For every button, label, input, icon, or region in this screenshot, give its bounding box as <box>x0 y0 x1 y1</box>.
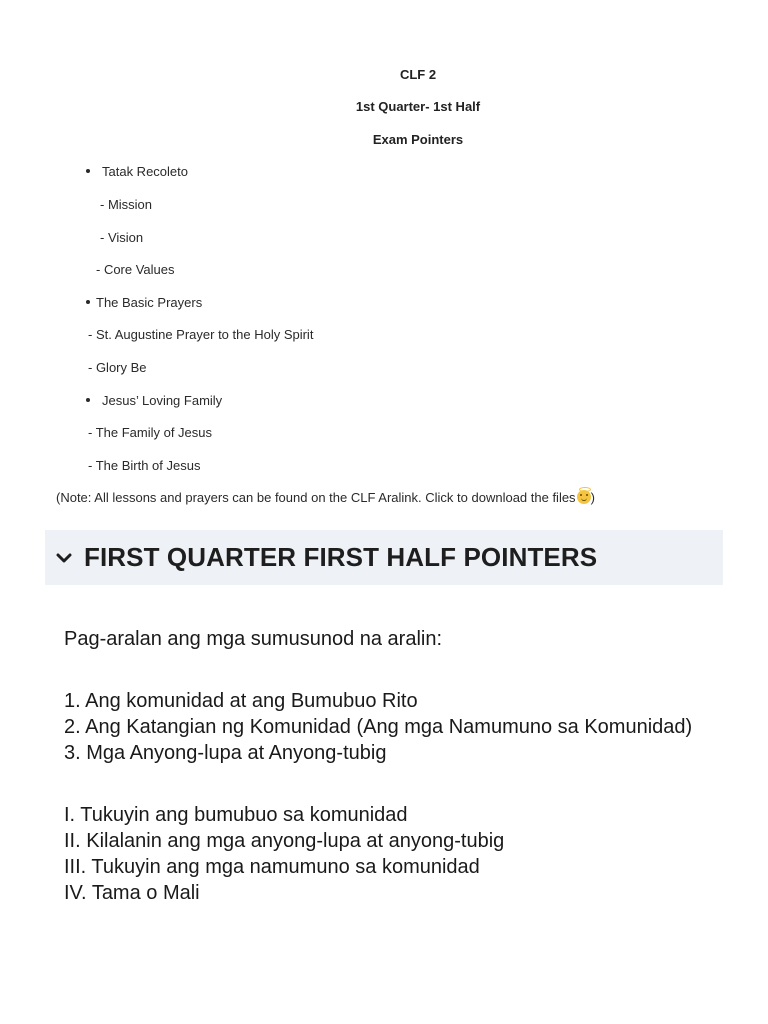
list-item: - St. Augustine Prayer to the Holy Spirit <box>88 327 314 342</box>
section-header[interactable] <box>45 530 723 585</box>
quarter-title: 1st Quarter- 1st Half <box>355 99 481 114</box>
section-title: FIRST QUARTER FIRST HALF POINTERS <box>84 542 598 572</box>
note-text: (Note: All lessons and prayers can be found on the CLF Aralink. Click to download the files <box>56 490 576 505</box>
note-end: ) <box>590 490 595 505</box>
list-item: - Vision <box>100 230 144 245</box>
study-intro: Pag-aralan ang mga sumusunod na aralin: <box>64 628 443 650</box>
task-item: I. Tukuyin ang bumubuo sa komunidad <box>64 804 408 826</box>
topic-bullet-3 <box>86 393 222 408</box>
bullet-icon <box>86 300 90 304</box>
task-item: IV. Tama o Mali <box>64 882 200 904</box>
topic-label: Jesus’ Loving Family <box>102 393 223 408</box>
lesson-item: 3. Mga Anyong-lupa at Anyong-tubig <box>64 742 387 764</box>
smiling-face-with-halo-icon <box>577 490 591 504</box>
list-item: - Glory Be <box>88 360 147 375</box>
topic-label: Tatak Recoleto <box>102 164 188 179</box>
list-item: - Mission <box>100 197 153 212</box>
task-item: II. Kilalanin ang mga anyong-lupa at anyong-tubig <box>64 830 505 852</box>
exam-pointers-title: Exam Pointers <box>372 132 464 147</box>
lesson-item: 2. Ang Katangian ng Komunidad (Ang mga Namumuno sa Komunidad) <box>64 716 693 738</box>
bullet-icon <box>86 398 90 402</box>
task-item: III. Tukuyin ang mga namumuno sa komunidad <box>64 856 480 878</box>
topic-bullet-1 <box>86 164 188 179</box>
course-title: CLF 2 <box>399 67 437 82</box>
list-item: - Core Values <box>96 262 175 277</box>
list-item: - The Birth of Jesus <box>88 458 201 473</box>
topic-bullet-2 <box>86 295 202 310</box>
list-item: - The Family of Jesus <box>88 425 213 440</box>
download-note <box>56 490 595 505</box>
bullet-icon <box>86 169 90 173</box>
topic-label: The Basic Prayers <box>96 295 203 310</box>
chevron-down-icon[interactable] <box>53 547 75 569</box>
lesson-item: 1. Ang komunidad at ang Bumubuo Rito <box>64 690 418 712</box>
